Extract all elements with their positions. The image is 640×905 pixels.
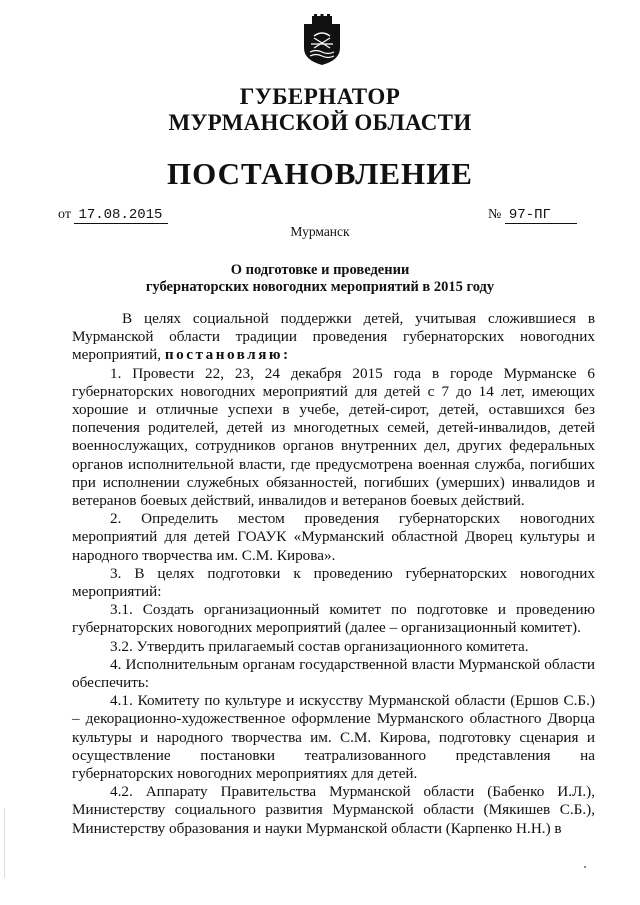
document-date: 17.08.2015: [74, 207, 168, 224]
paragraph-2: 2. Определить местом проведения губернаторских новогодних мероприятий для детей ГОАУК «Мурманский областной Дворец культуры и народного творчества им. С.М. Кирова».: [72, 510, 595, 564]
document-number: 97-ПГ: [505, 207, 577, 224]
paragraph-4: 4. Исполнительным органам государственной власти Мурманской области обеспечить:: [72, 655, 595, 692]
date-line: [58, 207, 168, 223]
paragraph-3: 3. В целях подготовки к проведению губернаторских новогодних мероприятий:: [72, 564, 595, 601]
document-title: ПОСТАНОВЛЕНИЕ: [167, 156, 473, 191]
issue-city: Мурманск: [290, 224, 350, 239]
paragraph-3-2: 3.2. Утвердить прилагаемый состав организационного комитета.: [110, 637, 529, 655]
subject-line2: губернаторских новогодних мероприятий в 2015 году: [145, 279, 495, 295]
paragraph-3-1: 3.1. Создать организационный комитет по подготовке и проведению губернаторских новогодних мероприятий (далее – организационный комитет).: [72, 601, 595, 637]
scan-edge-mark: [4, 808, 5, 878]
paragraph-intro: [72, 310, 595, 365]
issuer-title-line2: МУРМАНСКОЙ ОБЛАСТИ: [168, 110, 472, 135]
scan-mark: [584, 866, 586, 868]
paragraph-4-2: 4.2. Аппарату Правительства Мурманской области (Бабенко И.Л.), Министерству социального развития Мурманской области (Мякишев С.Б.), Министерству образования и науки Мурманской области (Карпенко Н.Н.) в: [72, 783, 595, 837]
murmansk-coat-of-arms-icon: [302, 14, 342, 66]
paragraph-1: 1. Провести 22, 23, 24 декабря 2015 года в городе Мурманске 6 губернаторских новогодних мероприятий для детей с 7 до 14 лет, имеющих хорошие и отличные успехи в учебе, детей-сирот, детей, оставшихся без попечения родителей, детей из многодетных семей, детей-инвалидов, детей военнослужащих, сотрудников органов внутренних дел, других федеральных органов исполнительной власти, где предусмотрена военная служба, погибших при исполнении служебных обязанностей, погибших (умерших) инвалидов и ветеранов боевых действий, инвалидов и ветеранов боевых действий.: [72, 364, 595, 510]
date-prefix: от: [58, 207, 71, 222]
subject-line1: О подготовке и проведении: [230, 262, 410, 278]
decree-colon: :: [283, 346, 289, 364]
number-prefix: №: [488, 207, 502, 222]
intro-text: В целях социальной поддержки детей, учитывая сложившиеся в Мурманской области традиции проведения губернаторских новогодних мероприятий,: [72, 310, 595, 364]
number-line: [488, 207, 577, 223]
decree-word: постановляю: [164, 346, 284, 364]
paragraph-4-1: 4.1. Комитету по культуре и искусству Мурманской области (Ершов С.Б.) – декорационно-художественное оформление Мурманского областного Дворца культуры и народного творчества им. С.М. Кирова, подготовку сценария и осуществление постановки театрализованного представления на губернаторских новогодних мероприятиях для детей.: [72, 692, 595, 783]
issuer-title-line1: ГУБЕРНАТОР: [239, 84, 401, 109]
document-body: [72, 310, 595, 838]
